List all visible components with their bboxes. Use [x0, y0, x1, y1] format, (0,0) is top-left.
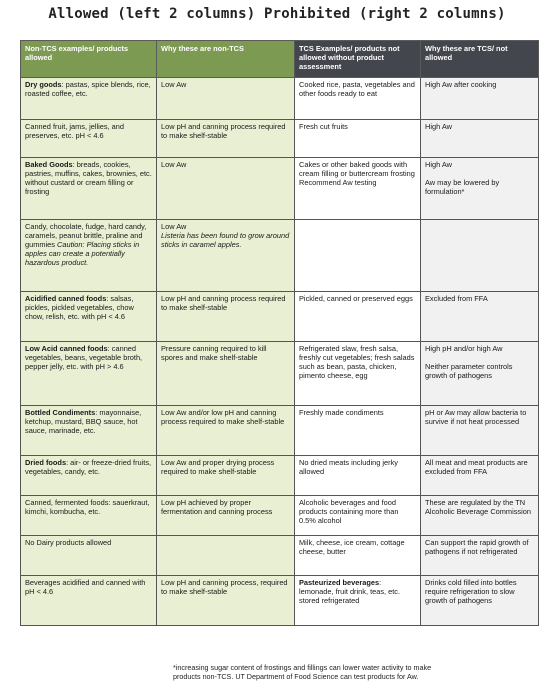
prohibited-example-cell: No dried meats including jerky allowed	[295, 456, 421, 496]
table-header-row	[21, 41, 539, 78]
footnote-line: products non-TCS. UT Department of Food Science can test products for Aw.	[173, 672, 419, 681]
category-name: Baked Goods	[25, 160, 73, 169]
reason-secondary: Aw may be lowered by formulation*	[425, 177, 500, 196]
category-name: Low Acid canned foods	[25, 344, 108, 353]
food-classification-table	[20, 40, 539, 626]
reason-primary: High Aw	[425, 160, 452, 169]
category-name: Dried foods	[25, 458, 67, 467]
prohibited-example-cell: Milk, cheese, ice cream, cottage cheese, butter	[295, 536, 421, 576]
prohibited-reason-cell: These are regulated by the TN Alcoholic Beverage Commission	[421, 496, 539, 536]
allowed-reason-cell: Low Aw and proper drying process required to make shelf-stable	[157, 456, 295, 496]
table-row	[21, 78, 539, 120]
category-examples: Candy, chocolate, fudge, hard candy, caramels, peanut brittle, praline and gummies	[25, 222, 147, 249]
prohibited-reason-cell: All meat and meat products are excluded from FFA	[421, 456, 539, 496]
prohibited-reason-cell: High Aw	[421, 120, 539, 158]
reason-secondary: Neither parameter controls growth of pathogens	[425, 361, 513, 380]
prohibited-example-cell: Fresh cut fruits	[295, 120, 421, 158]
allowed-example-cell: Canned fruit, jams, jellies, and preserves, etc. pH < 4.6	[21, 120, 157, 158]
header-tcs-examples: TCS Examples/ products not allowed without product assessment	[295, 41, 421, 78]
prohibited-reason-cell	[421, 158, 539, 220]
prohibited-example-cell: Alcoholic beverages and food products containing more than 0.5% alcohol	[295, 496, 421, 536]
caution-note: Caution: Placing sticks in apples can create a potentially hazardous product.	[25, 239, 140, 267]
allowed-reason-cell: Low Aw	[157, 158, 295, 220]
category-examples: : salsas, pickles, pickled vegetables, chow chow, relish, etc. with pH < 4.6	[25, 294, 134, 321]
allowed-example-cell: Canned, fermented foods: sauerkraut, kimchi, kombucha, etc.	[21, 496, 157, 536]
allowed-reason-cell	[157, 220, 295, 292]
prohibited-reason-cell	[421, 220, 539, 292]
allowed-example-cell	[21, 456, 157, 496]
allowed-reason-cell: Low Aw and/or low pH and canning process required to make shelf-stable	[157, 406, 295, 456]
allowed-example-cell	[21, 342, 157, 406]
category-examples: : air- or freeze-dried fruits, vegetables, candy, etc.	[25, 458, 152, 476]
table-row	[21, 536, 539, 576]
listeria-note: Listeria has been found to grow around sticks in caramel apples.	[161, 230, 290, 249]
table-row	[21, 456, 539, 496]
allowed-reason-cell	[157, 536, 295, 576]
prohibited-reason-cell: Can support the rapid growth of pathogens if not refrigerated	[421, 536, 539, 576]
table-row	[21, 158, 539, 220]
table-row	[21, 120, 539, 158]
prohibited-reason-cell: pH or Aw may allow bacteria to survive if not heat processed	[421, 406, 539, 456]
footnote	[173, 663, 533, 681]
allowed-example-cell	[21, 158, 157, 220]
prohibited-reason-cell: Excluded from FFA	[421, 292, 539, 342]
prohibited-example-cell	[295, 220, 421, 292]
category-name: Pasteurized beverages	[299, 578, 380, 587]
allowed-example-cell	[21, 292, 157, 342]
allowed-reason-cell: Low pH and canning process required to make shelf-stable	[157, 120, 295, 158]
allowed-reason-cell: Low Aw	[157, 78, 295, 120]
allowed-reason-cell: Low pH and canning process required to make shelf-stable	[157, 292, 295, 342]
prohibited-reason-cell: Drinks cold filled into bottles require refrigeration to slow growth of pathogens	[421, 576, 539, 626]
category-name: Dry goods	[25, 80, 62, 89]
category-name: Bottled Condiments	[25, 408, 96, 417]
allowed-example-cell	[21, 406, 157, 456]
allowed-reason-cell: Low pH and canning process, required to make shelf-stable	[157, 576, 295, 626]
prohibited-reason-cell	[421, 342, 539, 406]
prohibited-example-cell: Freshly made condiments	[295, 406, 421, 456]
table-row	[21, 406, 539, 456]
table-row	[21, 292, 539, 342]
category-examples: : breads, cookies, pastries, muffins, cakes, brownies, etc. without custard or cream filling or frosting	[25, 160, 152, 196]
prohibited-example-cell: Pickled, canned or preserved eggs	[295, 292, 421, 342]
page-title: Allowed (left 2 columns) Prohibited (right 2 columns)	[48, 6, 506, 22]
category-examples: : mayonnaise, ketchup, mustard, BBQ sauce, hot sauce, marinade, etc.	[25, 408, 142, 435]
footnote-line: *increasing sugar content of frostings and fillings can lower water activity to make	[173, 663, 432, 672]
category-examples: : pastas, spice blends, rice, roasted coffee, etc.	[25, 80, 151, 98]
category-examples: : canned vegetables, beans, vegetable broth, pepper jelly, etc. with pH > 4.6	[25, 344, 143, 371]
allowed-example-cell	[21, 78, 157, 120]
prohibited-example-cell: Refrigerated slaw, fresh salsa, freshly cut vegetables; fresh salads such as bean, pasta, chicken, pimento cheese, egg	[295, 342, 421, 406]
allowed-example-cell: No Dairy products allowed	[21, 536, 157, 576]
category-examples: : lemonade, fruit drink, teas, etc. stored refrigerated	[299, 578, 401, 605]
table-row	[21, 220, 539, 292]
allowed-example-cell: Beverages acidified and canned with pH < 4.6	[21, 576, 157, 626]
prohibited-example-cell: Cooked rice, pasta, vegetables and other foods ready to eat	[295, 78, 421, 120]
header-why-non-tcs: Why these are non-TCS	[157, 41, 295, 78]
reason-primary: High pH and/or high Aw	[425, 344, 503, 353]
table-row	[21, 342, 539, 406]
reason-primary: Low Aw	[161, 222, 187, 231]
prohibited-example-cell: Cakes or other baked goods with cream filling or buttercream frosting Recommend Aw testing	[295, 158, 421, 220]
allowed-reason-cell: Pressure canning required to kill spores and make shelf-stable	[157, 342, 295, 406]
table-row	[21, 576, 539, 626]
prohibited-reason-cell: High Aw after cooking	[421, 78, 539, 120]
allowed-example-cell	[21, 220, 157, 292]
prohibited-example-cell	[295, 576, 421, 626]
header-why-tcs: Why these are TCS/ not allowed	[421, 41, 539, 78]
table-row	[21, 496, 539, 536]
allowed-reason-cell: Low pH achieved by proper fermentation and canning process	[157, 496, 295, 536]
header-non-tcs-examples: Non-TCS examples/ products allowed	[21, 41, 157, 78]
category-name: Acidified canned foods	[25, 294, 107, 303]
